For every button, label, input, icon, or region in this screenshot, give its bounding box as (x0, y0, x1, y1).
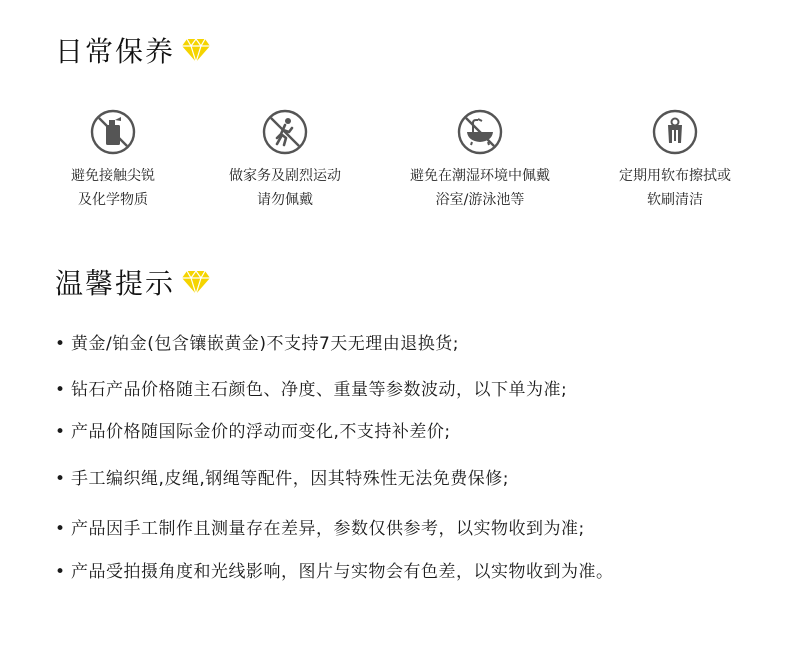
care-section-header (55, 30, 211, 70)
cleaning-cloth-icon (651, 108, 699, 156)
tips-section-title: 温馨提示 (55, 267, 176, 300)
care-item-running (200, 108, 370, 212)
care-item-cloth (590, 108, 760, 212)
care-text-cloth: 定期用软布擦拭或 软刷清洁 (619, 168, 731, 208)
no-sharp-objects-icon (89, 108, 137, 156)
care-item-bath (395, 108, 565, 212)
tip-item: • 产品因手工制作且测量存在差异，参数仅供参考，以实物收到为准; (55, 519, 585, 539)
diamond-icon (181, 37, 211, 63)
care-text-sharp: 避免接触尖锐 及化学物质 (71, 168, 155, 208)
care-text-running: 做家务及剧烈运动 请勿佩戴 (229, 168, 341, 208)
tip-item: • 产品受拍摄角度和光线影响，图片与实物会有色差，以实物收到为准。 (55, 562, 614, 582)
tip-item: • 钻石产品价格随主石颜色、净度、重量等参数波动，以下单为准; (55, 380, 568, 400)
tips-section-header (55, 262, 211, 302)
tip-item: • 产品价格随国际金价的浮动而变化,不支持补差价; (55, 422, 451, 442)
care-section-title: 日常保养 (55, 35, 176, 68)
tip-item: • 手工编织绳,皮绳,钢绳等配件，因其特殊性无法免费保修; (55, 469, 510, 489)
no-bath-icon (456, 108, 504, 156)
tip-item: • 黄金/铂金(包含镶嵌黄金)不支持7天无理由退换货; (55, 334, 460, 354)
care-text-bath: 避免在潮湿环境中佩戴 浴室/游泳池等 (410, 168, 550, 208)
care-item-sharp (28, 108, 198, 212)
diamond-icon (181, 269, 211, 295)
no-running-icon (261, 108, 309, 156)
care-icons-row (0, 108, 790, 228)
